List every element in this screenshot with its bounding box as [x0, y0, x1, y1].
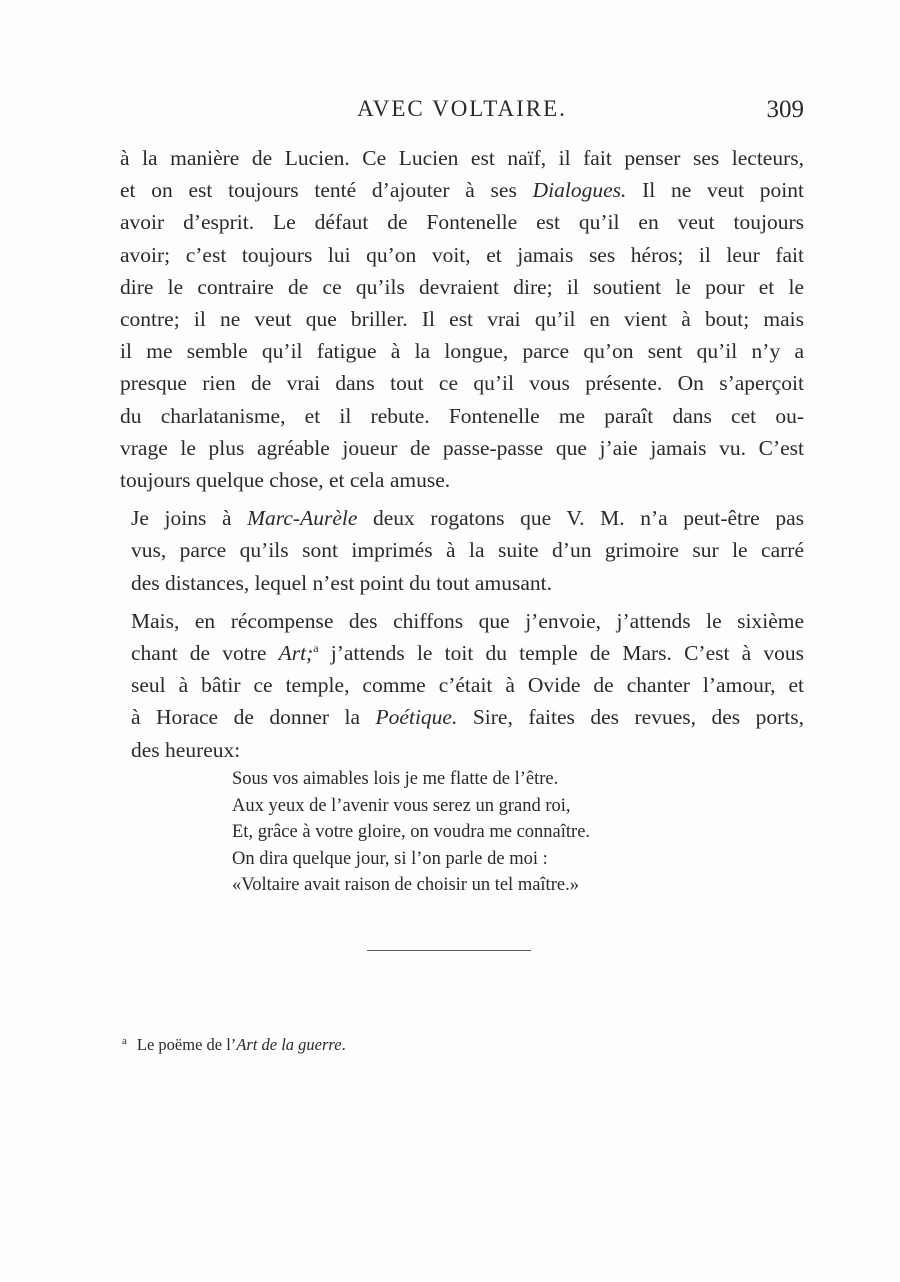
text-line: contre; il ne veut que briller. Il est vrai qu’il en vient à bout; mais [120, 307, 804, 332]
footnote-reference: a [313, 640, 319, 655]
footnote-italic-title: Art de la guerre [236, 1035, 342, 1054]
text-run: chant de votre [131, 641, 279, 666]
text-line [120, 701, 804, 733]
text-line: presque rien de vrai dans tout ce qu’il vous présente. On s’aperçoit [120, 371, 804, 396]
page-number: 309 [766, 96, 804, 123]
verse-line: On dira quelque jour, si l’on parle de moi : [232, 848, 548, 869]
footnote-text: Le poëme de l’ [136, 1035, 237, 1054]
text-line: à la manière de Lucien. Ce Lucien est naïf, il fait penser ses lecteurs, [120, 146, 804, 170]
text-line [120, 637, 804, 669]
italic-title: Art; [278, 641, 314, 666]
text-line [120, 502, 804, 534]
italic-title: Poétique. [375, 705, 458, 730]
verse-line: Sous vos aimables lois je me flatte de l’être. [232, 769, 559, 789]
italic-title: Dialogues. [532, 178, 627, 203]
text-line: des heureux: [131, 737, 241, 762]
separator-rule [367, 950, 531, 951]
running-head [120, 96, 804, 130]
text-line: du charlatanisme, et il rebute. Fontenelle me paraît dans cet ou- [120, 403, 804, 428]
text-run: j’attends le toit du temple de Mars. C’est à vous [318, 641, 804, 666]
paragraph-2 [120, 502, 804, 599]
footnote [122, 1034, 722, 1056]
paragraph-1 [120, 142, 804, 496]
text-line: Mais, en récompense des chiffons que j’envoie, j’attends le sixième [131, 608, 804, 633]
text-line: toujours quelque chose, et cela amuse. [120, 468, 451, 493]
text-line: des distances, lequel n’est point du tout amusant. [131, 570, 552, 595]
verse-block [232, 766, 692, 899]
text-line: avoir d’esprit. Le défaut de Fontenelle est qu’il en veut toujours [120, 210, 804, 235]
text-line: avoir; c’est toujours lui qu’on voit, et jamais ses héros; il leur fait [120, 242, 804, 267]
italic-title: Marc-Aurèle [247, 506, 358, 531]
text-run: Je joins à [131, 506, 248, 531]
text-line: il me semble qu’il fatigue à la longue, parce qu’on sent qu’il n’y a [120, 339, 804, 364]
text-line [120, 174, 804, 206]
text-line: seul à bâtir ce temple, comme c’était à Ovide de chanter l’amour, et [131, 673, 804, 698]
text-line: vus, parce qu’ils sont imprimés à la suite d’un grimoire sur le carré [131, 538, 804, 563]
footnote-text-end: . [341, 1035, 346, 1054]
text-line: vrage le plus agréable joueur de passe-passe que j’aie jamais vu. C’est [120, 435, 804, 460]
text-line: dire le contraire de ce qu’ils devraient dire; il soutient le pour et le [120, 274, 804, 299]
footnote-mark: a [122, 1034, 127, 1047]
verse-line: Aux yeux de l’avenir vous serez un grand roi, [232, 795, 571, 816]
text-run: Sire, faites des revues, des ports, [457, 705, 804, 730]
verse-line: Et, grâce à votre gloire, on voudra me connaître. [232, 822, 591, 842]
text-run: deux rogatons que V. M. n’a peut-être pas [357, 506, 804, 531]
verse-line: «Voltaire avait raison de choisir un tel maître.» [232, 875, 579, 895]
text-run: Il ne veut point [626, 178, 805, 203]
text-run: et on est toujours tenté d’ajouter à ses [120, 178, 533, 203]
text-run: à Horace de donner la [131, 705, 376, 730]
running-title: AVEC VOLTAIRE. [357, 96, 567, 121]
body-text [120, 142, 804, 766]
paragraph-3 [120, 605, 804, 766]
